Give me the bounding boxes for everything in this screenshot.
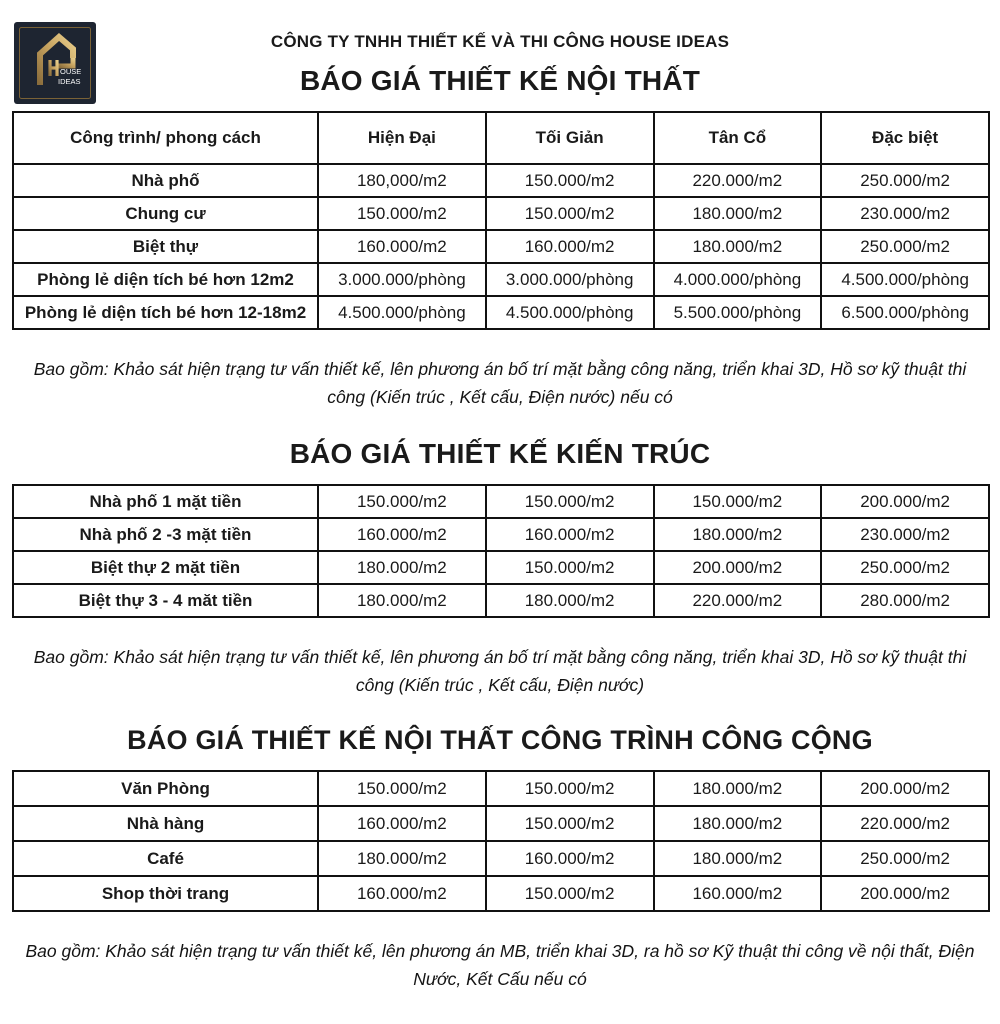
price-cell: 200.000/m2 [821, 876, 989, 911]
price-cell: 250.000/m2 [821, 841, 989, 876]
price-cell: 160.000/m2 [318, 806, 486, 841]
price-cell: 150.000/m2 [318, 197, 486, 230]
table-header-row [13, 112, 989, 164]
row-label-cell: Nhà phố 2 -3 mặt tiền [13, 518, 318, 551]
public-works-price-table [12, 770, 988, 912]
price-table [12, 111, 990, 330]
row-label-cell: Phòng lẻ diện tích bé hơn 12m2 [13, 263, 318, 296]
price-cell: 150.000/m2 [486, 771, 654, 806]
price-cell: 180.000/m2 [318, 584, 486, 617]
column-header: Công trình/ phong cách [13, 112, 318, 164]
house-logo-icon [14, 22, 96, 104]
row-label-cell: Biệt thự 2 mặt tiền [13, 551, 318, 584]
price-cell: 150.000/m2 [318, 771, 486, 806]
price-cell: 150.000/m2 [486, 876, 654, 911]
price-cell: 150.000/m2 [486, 164, 654, 197]
column-header: Đặc biệt [821, 112, 989, 164]
table-row [13, 806, 989, 841]
price-cell: 160.000/m2 [318, 230, 486, 263]
price-cell: 4.500.000/phòng [486, 296, 654, 329]
price-cell: 220.000/m2 [654, 584, 822, 617]
price-cell: 150.000/m2 [486, 197, 654, 230]
price-cell: 6.500.000/phòng [821, 296, 989, 329]
price-cell: 4.500.000/phòng [318, 296, 486, 329]
price-cell: 250.000/m2 [821, 551, 989, 584]
price-cell: 160.000/m2 [486, 518, 654, 551]
price-cell: 150.000/m2 [486, 551, 654, 584]
table-row [13, 485, 989, 518]
price-cell: 4.500.000/phòng [821, 263, 989, 296]
price-cell: 230.000/m2 [821, 518, 989, 551]
public-works-note: Bao gồm: Khảo sát hiện trạng tư vấn thiết kế, lên phương án MB, triển khai 3D, ra hồ sơ Kỹ thuật thi công về nội thất, Điện Nước, Kết Cấu nếu có [25, 941, 975, 989]
price-cell: 160.000/m2 [318, 876, 486, 911]
company-name: CÔNG TY TNHH THIẾT KẾ VÀ THI CÔNG HOUSE IDEAS [270, 32, 730, 51]
price-cell: 180.000/m2 [654, 197, 822, 230]
price-cell: 180.000/m2 [486, 584, 654, 617]
table-row [13, 518, 989, 551]
price-cell: 160.000/m2 [654, 876, 822, 911]
price-cell: 3.000.000/phòng [486, 263, 654, 296]
row-label-cell: Nhà hàng [13, 806, 318, 841]
column-header: Hiện Đại [318, 112, 486, 164]
logo-text-house: OUSE [60, 67, 82, 76]
architecture-note: Bao gồm: Khảo sát hiện trạng tư vấn thiết kế, lên phương án bố trí mặt bằng công năng, triển khai 3D, Hồ sơ kỹ thuật thi công (Kiến trúc , Kết cấu, Điện nước) [33, 647, 967, 695]
price-cell: 180.000/m2 [654, 806, 822, 841]
price-cell: 5.500.000/phòng [654, 296, 822, 329]
price-cell: 150.000/m2 [318, 485, 486, 518]
table-row [13, 197, 989, 230]
table-row [13, 841, 989, 876]
table-row [13, 296, 989, 329]
row-label-cell: Chung cư [13, 197, 318, 230]
price-cell: 160.000/m2 [486, 230, 654, 263]
table-row [13, 230, 989, 263]
price-cell: 160.000/m2 [486, 841, 654, 876]
row-label-cell: Biệt thự 3 - 4 măt tiền [13, 584, 318, 617]
interior-note: Bao gồm: Khảo sát hiện trạng tư vấn thiết kế, lên phương án bố trí mặt bằng công năng, triển khai 3D, Hồ sơ kỹ thuật thi công (Kiến trúc , Kết cấu, Điện nước) nếu có [33, 359, 967, 407]
price-table [12, 770, 990, 912]
price-cell: 150.000/m2 [486, 806, 654, 841]
column-header: Tối Giản [486, 112, 654, 164]
logo-text-ideas: IDEAS [58, 77, 81, 86]
row-label-cell: Biệt thự [13, 230, 318, 263]
price-cell: 200.000/m2 [654, 551, 822, 584]
price-table [12, 484, 990, 618]
row-label-cell: Văn Phòng [13, 771, 318, 806]
section-title-interior: BÁO GIÁ THIẾT KẾ NỘI THẤT [299, 65, 701, 96]
price-cell: 220.000/m2 [821, 806, 989, 841]
price-cell: 250.000/m2 [821, 230, 989, 263]
price-cell: 200.000/m2 [821, 485, 989, 518]
price-cell: 150.000/m2 [486, 485, 654, 518]
price-cell: 180.000/m2 [318, 551, 486, 584]
row-label-cell: Nhà phố 1 mặt tiền [13, 485, 318, 518]
table-row [13, 551, 989, 584]
interior-price-table [12, 111, 988, 330]
price-cell: 180.000/m2 [654, 230, 822, 263]
price-cell: 160.000/m2 [318, 518, 486, 551]
price-cell: 180.000/m2 [318, 841, 486, 876]
table-row [13, 164, 989, 197]
section-title-architecture: BÁO GIÁ THIẾT KẾ KIẾN TRÚC [289, 438, 711, 469]
price-cell: 180.000/m2 [654, 841, 822, 876]
column-header: Tân Cổ [654, 112, 822, 164]
price-cell: 3.000.000/phòng [318, 263, 486, 296]
table-row [13, 263, 989, 296]
price-cell: 220.000/m2 [654, 164, 822, 197]
row-label-cell: Phòng lẻ diện tích bé hơn 12-18m2 [13, 296, 318, 329]
price-cell: 280.000/m2 [821, 584, 989, 617]
price-cell: 230.000/m2 [821, 197, 989, 230]
price-cell: 200.000/m2 [821, 771, 989, 806]
price-cell: 150.000/m2 [654, 485, 822, 518]
row-label-cell: Shop thời trang [13, 876, 318, 911]
architecture-price-table [12, 484, 988, 618]
row-label-cell: Nhà phố [13, 164, 318, 197]
table-row [13, 584, 989, 617]
price-cell: 180.000/m2 [654, 518, 822, 551]
company-logo [14, 22, 96, 104]
price-cell: 180,000/m2 [318, 164, 486, 197]
table-row [13, 771, 989, 806]
row-label-cell: Café [13, 841, 318, 876]
section-title-public-works: BÁO GIÁ THIẾT KẾ NỘI THẤT CÔNG TRÌNH CÔNG CỘNG [127, 725, 873, 755]
price-cell: 180.000/m2 [654, 771, 822, 806]
price-cell: 4.000.000/phòng [654, 263, 822, 296]
price-cell: 250.000/m2 [821, 164, 989, 197]
table-row [13, 876, 989, 911]
